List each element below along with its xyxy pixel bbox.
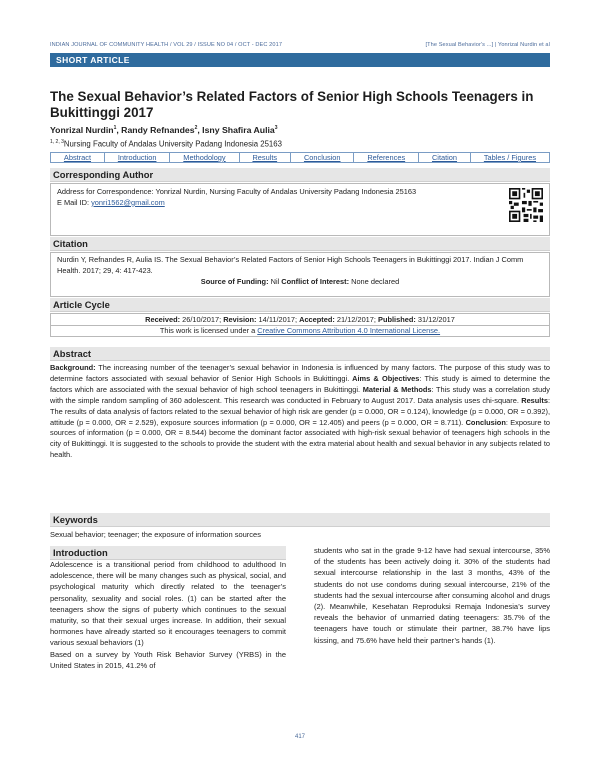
nav-methodology[interactable]: Methodology: [169, 152, 238, 163]
nav-tables-figures[interactable]: Tables / Figures: [470, 152, 550, 163]
corresponding-heading: Corresponding Author: [50, 168, 550, 182]
background-text: The increasing number of the teenager’s sexual behavior in Indonesia is influenced by many factors. The purpose of this study was to determine factors associated with sexual behavior of Senior High Schools in Bukittinggi.: [50, 363, 550, 383]
aims-label: Aims & Objectives: [349, 373, 420, 383]
funding-row: [57, 277, 543, 288]
page-number: 417: [294, 734, 305, 740]
author-name: Yonrizal Nurdin: [50, 125, 114, 135]
received-date: 26/10/2017;: [182, 315, 222, 324]
correspondence-email-row: [57, 198, 499, 209]
abstract-heading: Abstract: [50, 347, 550, 361]
aims-text: : This study is aimed to determine the factors which are associated with the sexual behavior of high school teenagers in Bukittinggi.: [50, 373, 550, 394]
funding-value: Nil: [270, 276, 280, 286]
license-link[interactable]: Creative Commons Attribution 4.0 International License.: [257, 326, 441, 335]
affiliation-sup: 1, 2, 3: [50, 139, 64, 145]
nav-citation[interactable]: Citation: [418, 152, 470, 163]
published-date: 31/12/2017: [417, 315, 455, 324]
email-label: E Mail ID:: [57, 197, 92, 207]
conflict-label: Conflict of Interest:: [281, 276, 350, 286]
citation-heading: Citation: [50, 237, 550, 251]
published-label: Published:: [378, 315, 416, 324]
revision-date: 14/11/2017;: [258, 315, 298, 324]
author-name: Isny Shafira Aulia: [202, 125, 275, 135]
revision-label: Revision:: [223, 315, 257, 324]
nav-conclusion[interactable]: Conclusion: [290, 152, 353, 163]
abstract-body: [50, 363, 550, 461]
journal-header: INDIAN JOURNAL OF COMMUNITY HEALTH / VOL 29 / ISSUE NO 04 / OCT - DEC 2017: [50, 42, 283, 48]
background-label: Background:: [50, 363, 96, 372]
running-header: [50, 42, 550, 48]
conclusion-text: : Exposure to sources of information (p = 0.000, OR = 8.544) become the dominant factor associated with high-risk sexual behavior of teenagers high schools in the city of Bukittinggi. It is suggested to the schools to provide the student with the extra material about health and sexual behavior in any subjects related to health.: [50, 417, 551, 460]
results-label: Results: [518, 395, 548, 405]
nav-abstract[interactable]: Abstract: [50, 152, 104, 163]
accepted-label: Accepted:: [299, 315, 335, 324]
results-text: : The results of data analysis of factors related to the sexual behavior of high risk are gender (p = 0.000, OR = 0.124), knowledge (p = 0.000, OR = 0.392), attitude (p = 0.000, OR = 2.529), exposure sources information (p = 0.000, OR = 12.405) and peers (p = 0.000, OR = 8.711).: [50, 395, 550, 427]
citation-text: Nurdin Y, Refnandes R, Aulia IS. The Sexual Behavior’s Related Factors of Senior High Schools Teenagers in Bukittinggi 2017. Indian J Comm Health. 2017; 29, 4: 417-423.: [57, 255, 524, 275]
introduction-right-column: students who sat in the grade 9-12 have had sexual intercourse, 35% of the students has been actively doing it. 30% of the students had sexual intercourse relationship in the last 3 months, 43% of the students do not use condoms during sexual intercourse, 21% of the students had the sexual intercourse after consuming alcohol and drugs (2). Meanwhile, Kesehatan Reproduksi Remaja Indonesia’s survey reveals the behavior of unmarried dating teenagers: 35.7% of the teenagers have touch or stimulate their partner, 38.7% have lips kissing, and 75.6% have held their partner’s hands (1).: [314, 546, 550, 645]
nav-results[interactable]: Results: [239, 152, 290, 163]
article-cycle-heading: Article Cycle: [50, 298, 550, 312]
article-title: The Sexual Behavior’s Related Factors of Senior High Schools Teenagers in Bukittinggi 2017: [50, 89, 534, 120]
section-nav: [50, 152, 550, 163]
conflict-value: None declared: [351, 276, 400, 286]
introduction-heading: Introduction: [50, 546, 286, 560]
methods-text: : This study was a correlation study with the simple random sampling of 360 adolescent. This research was conducted in February to August 2017. Data analysis uses chi-square.: [50, 384, 550, 405]
received-label: Received:: [145, 315, 181, 324]
corresponding-box: [50, 183, 550, 236]
nav-introduction[interactable]: Introduction: [104, 152, 169, 163]
conclusion-label: Conclusion: [463, 417, 506, 427]
accepted-date: 21/12/2017;: [336, 315, 376, 324]
running-title: [The Sexual Behavior's ...] | Yonrizal Nurdin et al: [425, 42, 550, 48]
email-link[interactable]: yonri1562@gmail.com: [91, 197, 165, 207]
affiliation-text: Nursing Faculty of Andalas University Padang Indonesia 25163: [63, 139, 282, 149]
author-name: Randy Refnandes: [121, 125, 195, 135]
author-sup: 1: [113, 125, 117, 132]
citation-box: [50, 252, 550, 297]
correspondence-address: Address for Correspondence: Yonrizal Nurdin, Nursing Faculty of Andalas University Padang Indonesia 25163: [57, 187, 417, 196]
funding-label: Source of Funding:: [200, 276, 269, 286]
affiliation: [50, 139, 282, 149]
intro-paragraph-2: Based on a survey by Youth Risk Behavior Survey (YRBS) in the United States in 2015, 41.2% of: [50, 649, 286, 670]
license-row: [50, 325, 550, 337]
license-prefix: This work is licensed under a: [159, 326, 258, 335]
article-type-bar: SHORT ARTICLE: [50, 53, 550, 67]
methods-label: Material & Methods: [360, 384, 432, 394]
nav-references[interactable]: References: [353, 152, 418, 163]
keywords-text: Sexual behavior; teenager; the exposure of information sources: [50, 530, 261, 539]
qr-code-icon: [509, 188, 543, 222]
keywords-heading: Keywords: [50, 513, 550, 527]
author-list: Yonrizal Nurdin$^1$, Randy Refnandes$^2$, Isny Shafira Aulia$^3$: [50, 125, 278, 135]
author-sup: 2: [194, 125, 198, 132]
intro-paragraph-1: Adolescence is a transitional period from childhood to adulthood In adolescence, there will be many changes such as physical, social, and psychological maturity which directly related to the teenager’s personality, sexuality and social roles. (1) can be started after the teenagers show the signs of puberty which continues to the sexual maturity, so that their sexual urges increase. In addition, their sexual hormones have already started so it encourages teenagers to commit various sexual behaviors (1): [50, 560, 286, 648]
introduction-left-column: [50, 559, 286, 671]
author-sup: 3: [274, 125, 278, 132]
